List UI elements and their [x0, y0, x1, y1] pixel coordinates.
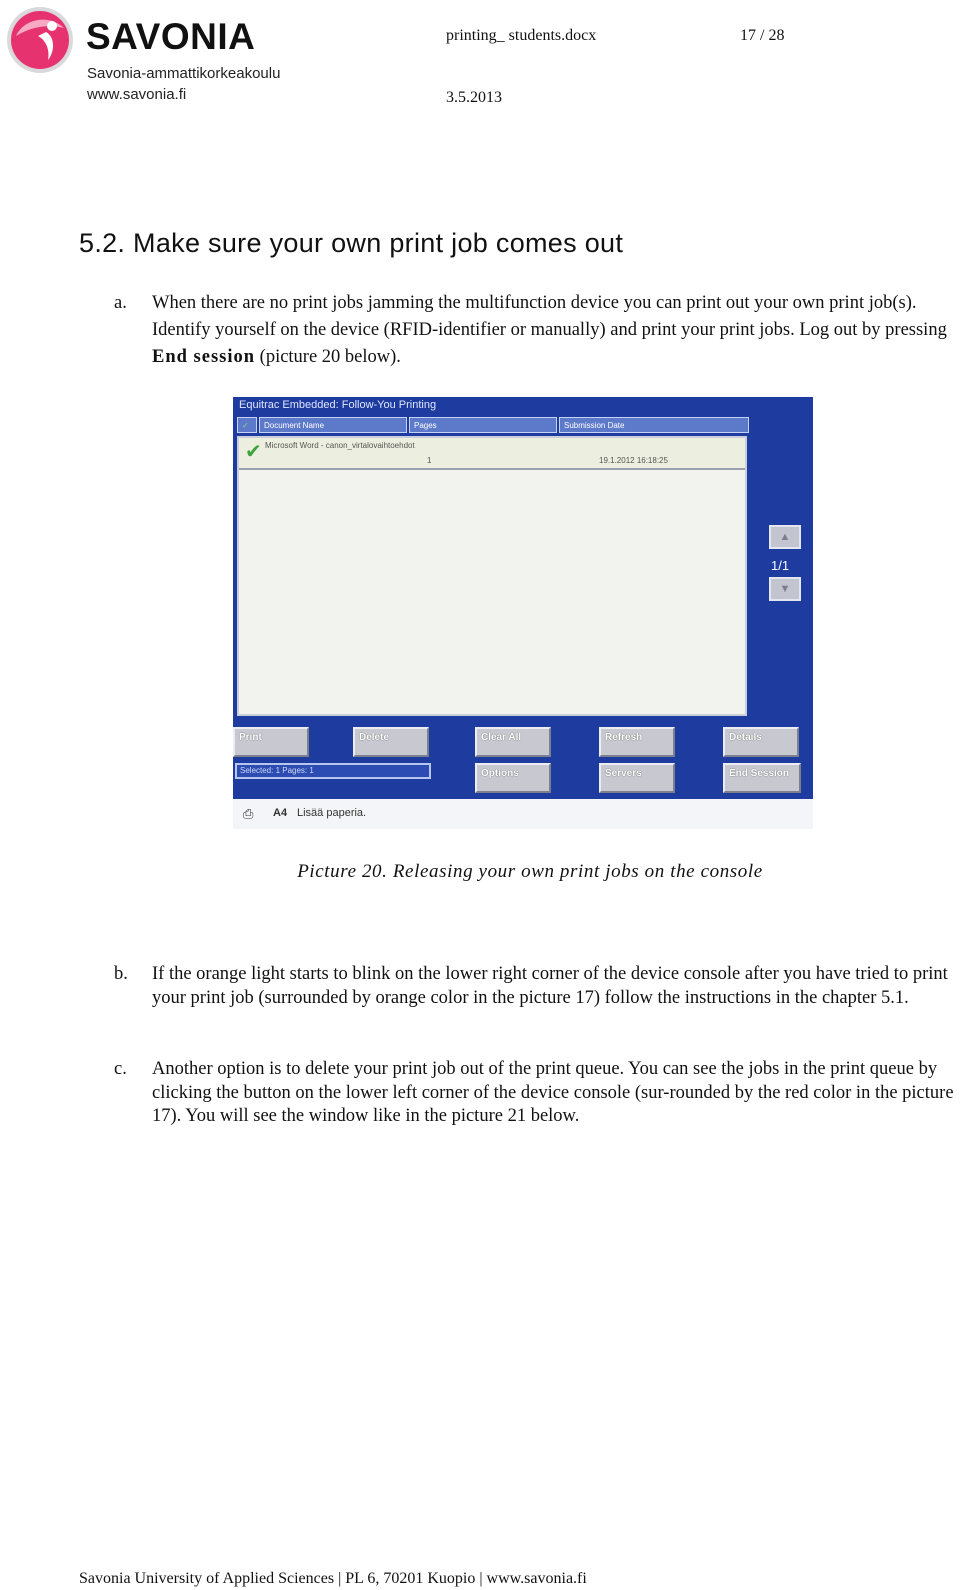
job-list [237, 436, 747, 716]
list-item-text: When there are no print jobs jamming the multifunction device you can print out your own print job(s). Identify yourself on the device (RFID-identifier or manually) and print your print jobs. Log out by pressing End session (picture 20 below). [152, 293, 947, 367]
column-header-document-name[interactable]: Document Name [259, 417, 407, 433]
print-button[interactable]: Print [233, 727, 309, 757]
scroll-down-button[interactable] [769, 577, 801, 601]
page-footer: Savonia University of Applied Sciences | PL 6, 70201 Kuopio | www.savonia.fi [79, 1570, 587, 1587]
list-item-text: Another option is to delete your print job out of the print queue. You can see the jobs in the print queue by clicking the button on the lower left corner of the device console (sur-rounded by the red color in the picture 17). You will see the window like in the picture 21 below. [152, 1059, 954, 1126]
brand-url: www.savonia.fi [87, 86, 187, 103]
status-message: Lisää paperia. [297, 807, 367, 819]
paper-size: A4 [273, 807, 288, 819]
column-header-submission-date[interactable]: Submission Date [559, 417, 749, 433]
job-pages: 1 [427, 456, 432, 465]
list-marker: a. [114, 293, 127, 313]
savonia-logo-icon [6, 6, 74, 74]
printer-status-icon: ⎙ [243, 806, 254, 821]
checkmark-icon: ✔ [245, 441, 262, 463]
options-button[interactable]: Options [475, 763, 551, 793]
refresh-button[interactable]: Refresh [599, 727, 675, 757]
list-item-text: If the orange light starts to blink on the lower right corner of the device console after you have tried to print your print job (surrounded by orange color in the picture 17) follow the instructions in the chapter 5.1. [152, 964, 948, 1008]
triangle-up-icon: ▲ [779, 531, 791, 543]
document-date: 3.5.2013 [446, 89, 502, 106]
table-row[interactable] [239, 438, 745, 470]
delete-button[interactable]: Delete [353, 727, 429, 757]
console-title: Equitrac Embedded: Follow-You Printing [239, 399, 437, 411]
list-marker: b. [114, 964, 128, 984]
job-submission-date: 19.1.2012 16:18:25 [599, 456, 668, 465]
list-item-c [114, 1058, 960, 1129]
job-document-name: Microsoft Word - canon_virtalovaihtoehdot [265, 441, 415, 450]
details-button[interactable]: Details [723, 727, 799, 757]
document-file-name: printing_ students.docx [446, 27, 597, 44]
section-title: 5.2. Make sure your own print job comes out [79, 228, 624, 258]
select-all-checkbox[interactable]: ✓ [237, 417, 257, 433]
column-header-pages[interactable]: Pages [409, 417, 557, 433]
list-item-b [114, 963, 960, 1010]
end-session-emphasis: End session [152, 347, 256, 367]
page-number: 17 / 28 [740, 27, 785, 44]
page-indicator: 1/1 [771, 558, 790, 573]
triangle-down-icon: ▼ [779, 583, 791, 595]
servers-button[interactable]: Servers [599, 763, 675, 793]
brand-subtitle: Savonia-ammattikorkeakoulu [87, 65, 281, 82]
scroll-up-button[interactable] [769, 525, 801, 549]
device-console-screenshot [233, 397, 813, 829]
console-status-bar [233, 799, 813, 829]
list-marker: c. [114, 1059, 127, 1079]
clear-all-button[interactable]: Clear All [475, 727, 551, 757]
selection-status: Selected: 1 Pages: 1 [235, 763, 431, 779]
end-session-button[interactable]: End Session [723, 763, 801, 793]
brand-name: SAVONIA [86, 16, 256, 57]
list-item-a [114, 290, 960, 371]
figure-caption: Picture 20. Releasing your own print jobs on the console [297, 861, 763, 882]
